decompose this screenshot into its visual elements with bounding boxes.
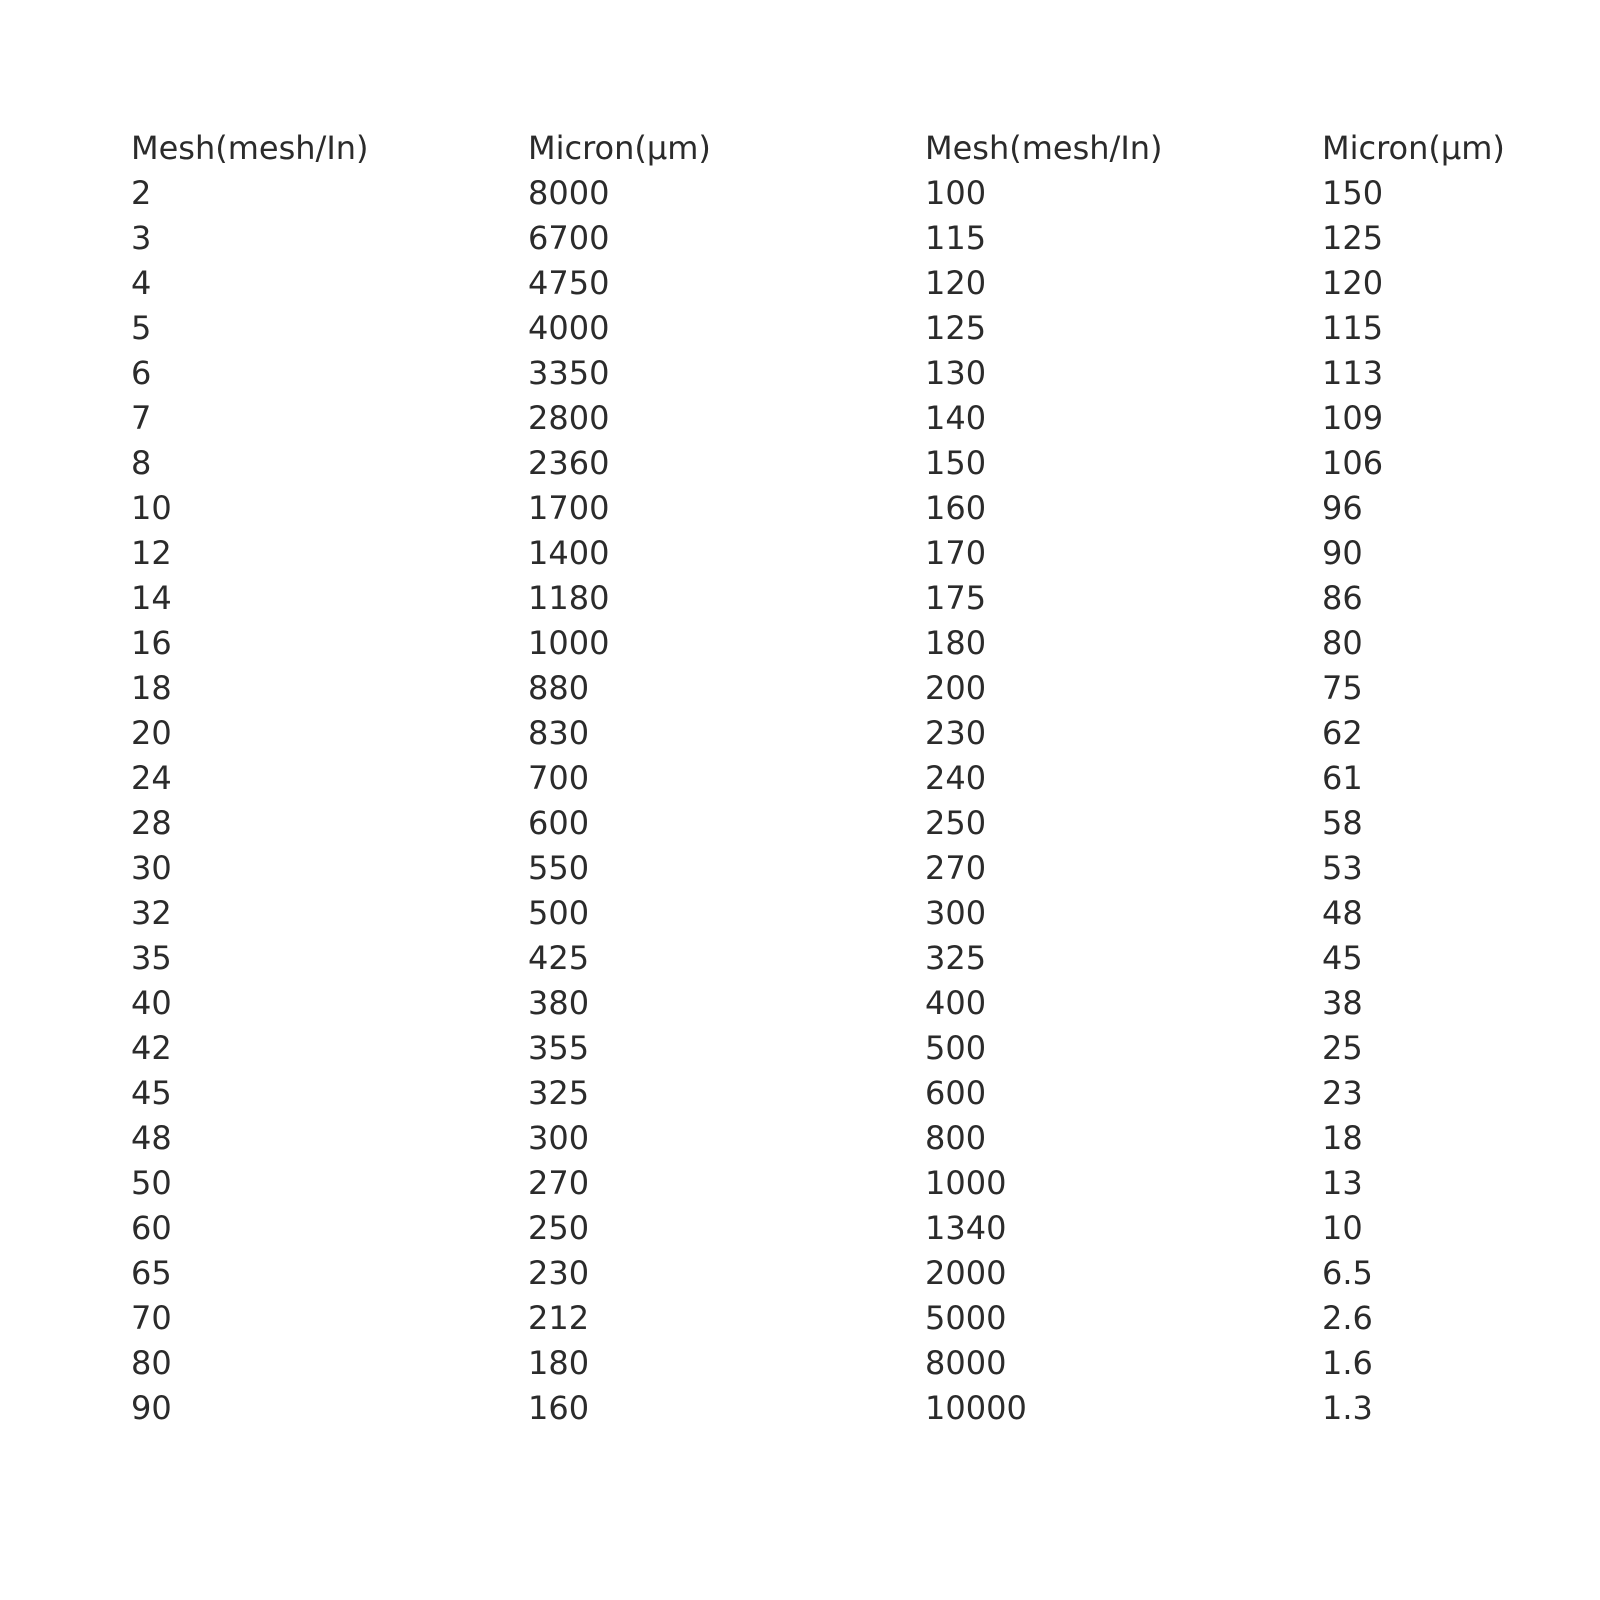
table-row [131,756,1551,801]
cell-mesh-right: 800 [925,1119,987,1157]
table-header [131,126,1551,171]
cell-micron-left: 600 [528,804,590,842]
cell-mesh-right: 5000 [925,1299,1007,1337]
cell-micron-right: 1.6 [1322,1344,1373,1382]
mesh-micron-table [131,126,1551,1431]
cell-micron-right: 2.6 [1322,1299,1373,1337]
cell-micron-left: 250 [528,1209,590,1247]
cell-mesh-right: 300 [925,894,987,932]
header-micron-left: Micron(μm) [528,129,711,167]
cell-micron-right: 75 [1322,669,1363,707]
table-row [131,621,1551,666]
cell-micron-left: 2800 [528,399,610,437]
cell-micron-right: 18 [1322,1119,1363,1157]
cell-micron-left: 380 [528,984,590,1022]
cell-mesh-right: 1340 [925,1209,1007,1247]
cell-mesh-right: 175 [925,579,987,617]
cell-mesh-left: 20 [131,714,172,752]
cell-mesh-right: 1000 [925,1164,1007,1202]
cell-micron-right: 61 [1322,759,1363,797]
table-row [131,1161,1551,1206]
cell-mesh-right: 240 [925,759,987,797]
cell-micron-right: 45 [1322,939,1363,977]
cell-micron-left: 1700 [528,489,610,527]
table-row [131,891,1551,936]
cell-micron-left: 4750 [528,264,610,302]
header-row [131,126,1551,171]
cell-mesh-right: 130 [925,354,987,392]
table-row [131,846,1551,891]
cell-micron-left: 1000 [528,624,610,662]
cell-micron-right: 86 [1322,579,1363,617]
cell-micron-left: 212 [528,1299,590,1337]
table-row [131,531,1551,576]
cell-micron-right: 1.3 [1322,1389,1373,1427]
cell-micron-right: 90 [1322,534,1363,572]
cell-mesh-left: 80 [131,1344,172,1382]
cell-micron-left: 700 [528,759,590,797]
cell-mesh-left: 28 [131,804,172,842]
cell-mesh-right: 500 [925,1029,987,1067]
cell-micron-left: 8000 [528,174,610,212]
cell-micron-right: 62 [1322,714,1363,752]
table-row [131,936,1551,981]
table-row [131,1206,1551,1251]
table-row [131,351,1551,396]
cell-mesh-right: 150 [925,444,987,482]
table-row [131,1341,1551,1386]
cell-micron-left: 500 [528,894,590,932]
table-row [131,1071,1551,1116]
cell-mesh-right: 180 [925,624,987,662]
cell-mesh-right: 2000 [925,1254,1007,1292]
table-row [131,1026,1551,1071]
cell-micron-left: 2360 [528,444,610,482]
cell-mesh-left: 16 [131,624,172,662]
cell-mesh-left: 12 [131,534,172,572]
cell-mesh-left: 42 [131,1029,172,1067]
cell-micron-right: 96 [1322,489,1363,527]
cell-micron-left: 830 [528,714,590,752]
cell-micron-right: 23 [1322,1074,1363,1112]
cell-mesh-right: 125 [925,309,987,347]
cell-micron-left: 4000 [528,309,610,347]
cell-mesh-left: 10 [131,489,172,527]
cell-micron-left: 880 [528,669,590,707]
cell-mesh-right: 600 [925,1074,987,1112]
cell-micron-right: 109 [1322,399,1384,437]
cell-mesh-left: 2 [131,174,152,212]
table-row [131,711,1551,756]
cell-mesh-left: 65 [131,1254,172,1292]
cell-mesh-right: 230 [925,714,987,752]
cell-mesh-left: 70 [131,1299,172,1337]
cell-micron-right: 10 [1322,1209,1363,1247]
table-row [131,216,1551,261]
table-row [131,1296,1551,1341]
cell-mesh-right: 270 [925,849,987,887]
cell-micron-right: 38 [1322,984,1363,1022]
cell-micron-left: 1180 [528,579,610,617]
cell-micron-left: 6700 [528,219,610,257]
cell-micron-right: 48 [1322,894,1363,932]
cell-micron-right: 6.5 [1322,1254,1373,1292]
cell-mesh-left: 40 [131,984,172,1022]
cell-mesh-right: 8000 [925,1344,1007,1382]
cell-mesh-right: 325 [925,939,987,977]
cell-mesh-left: 7 [131,399,152,437]
table-body [131,171,1551,1431]
cell-mesh-left: 6 [131,354,152,392]
cell-micron-left: 160 [528,1389,590,1427]
cell-micron-right: 58 [1322,804,1363,842]
table-row [131,1116,1551,1161]
cell-micron-left: 550 [528,849,590,887]
cell-mesh-left: 48 [131,1119,172,1157]
cell-micron-right: 80 [1322,624,1363,662]
table-row [131,576,1551,621]
cell-mesh-right: 200 [925,669,987,707]
cell-mesh-right: 160 [925,489,987,527]
cell-mesh-right: 140 [925,399,987,437]
cell-mesh-left: 30 [131,849,172,887]
cell-mesh-left: 35 [131,939,172,977]
cell-micron-right: 25 [1322,1029,1363,1067]
cell-mesh-left: 18 [131,669,172,707]
cell-mesh-left: 60 [131,1209,172,1247]
table-row [131,1251,1551,1296]
table-row [131,981,1551,1026]
cell-mesh-left: 14 [131,579,172,617]
cell-micron-left: 325 [528,1074,590,1112]
cell-mesh-right: 100 [925,174,987,212]
cell-micron-left: 230 [528,1254,590,1292]
cell-mesh-right: 115 [925,219,987,257]
cell-micron-left: 3350 [528,354,610,392]
cell-micron-right: 53 [1322,849,1363,887]
header-mesh-left: Mesh(mesh/In) [131,129,369,167]
table-row [131,1386,1551,1431]
cell-mesh-left: 8 [131,444,152,482]
cell-micron-right: 125 [1322,219,1384,257]
table-row [131,171,1551,216]
cell-micron-left: 270 [528,1164,590,1202]
cell-mesh-right: 120 [925,264,987,302]
cell-micron-right: 13 [1322,1164,1363,1202]
table-row [131,441,1551,486]
cell-micron-left: 425 [528,939,590,977]
table-row [131,666,1551,711]
table-row [131,801,1551,846]
cell-mesh-right: 10000 [925,1389,1027,1427]
cell-micron-right: 113 [1322,354,1384,392]
cell-mesh-left: 24 [131,759,172,797]
table-row [131,306,1551,351]
table-row [131,396,1551,441]
cell-mesh-right: 250 [925,804,987,842]
header-mesh-right: Mesh(mesh/In) [925,129,1163,167]
cell-mesh-left: 50 [131,1164,172,1202]
cell-mesh-right: 170 [925,534,987,572]
cell-mesh-left: 4 [131,264,152,302]
cell-mesh-right: 400 [925,984,987,1022]
cell-mesh-left: 3 [131,219,152,257]
cell-micron-left: 300 [528,1119,590,1157]
cell-micron-right: 150 [1322,174,1384,212]
cell-micron-right: 106 [1322,444,1384,482]
table-row [131,261,1551,306]
cell-mesh-left: 45 [131,1074,172,1112]
cell-micron-right: 115 [1322,309,1384,347]
table-row [131,486,1551,531]
cell-micron-left: 1400 [528,534,610,572]
cell-micron-right: 120 [1322,264,1384,302]
header-micron-right: Micron(μm) [1322,129,1505,167]
cell-mesh-left: 32 [131,894,172,932]
cell-mesh-left: 5 [131,309,152,347]
cell-micron-left: 355 [528,1029,590,1067]
cell-micron-left: 180 [528,1344,590,1382]
cell-mesh-left: 90 [131,1389,172,1427]
